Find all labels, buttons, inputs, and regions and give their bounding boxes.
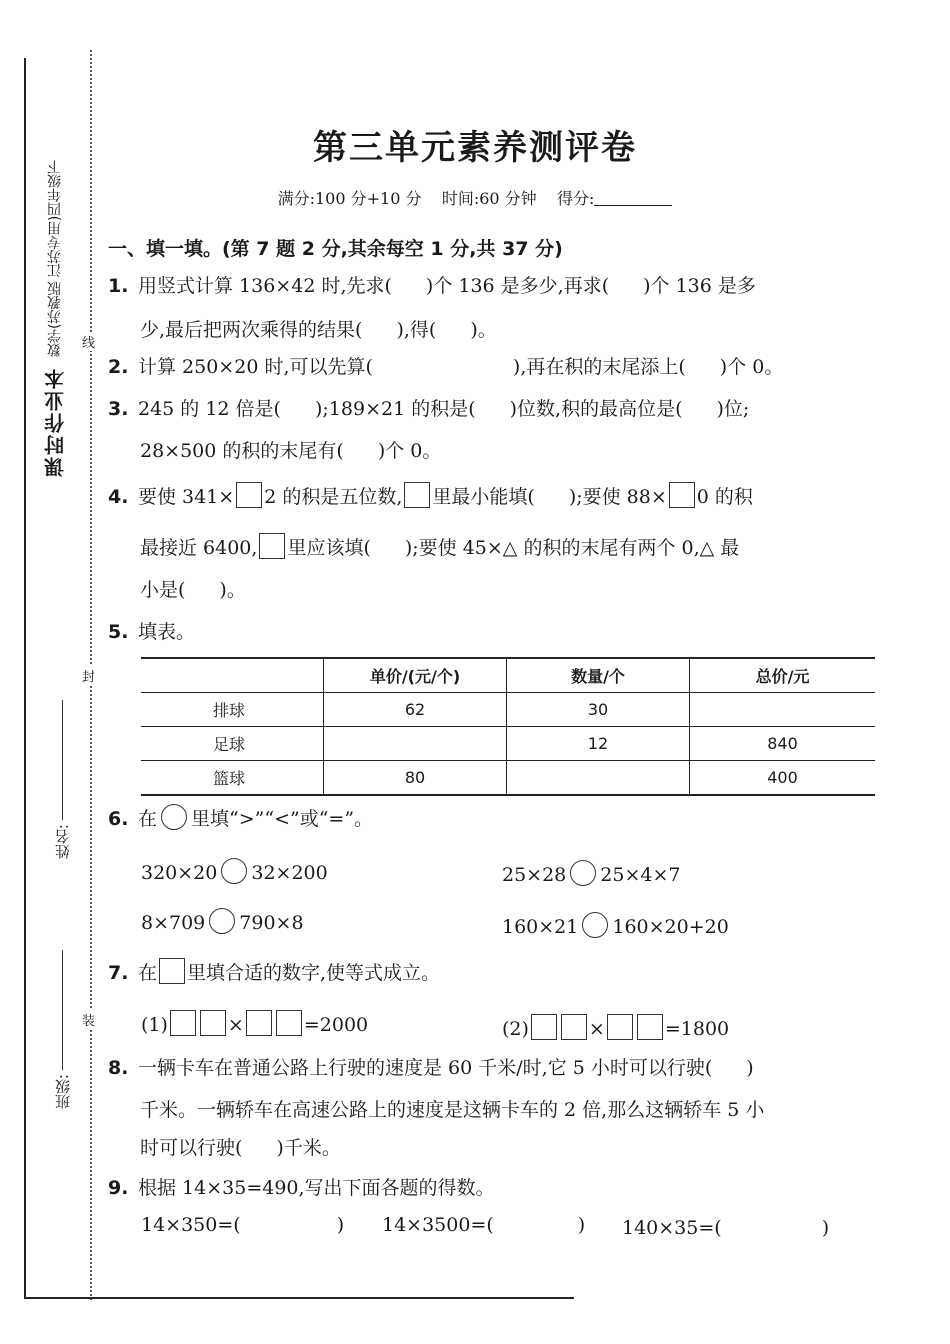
table-cell-blank[interactable] [507,761,690,796]
score-label: 得分: [557,189,595,208]
expr-close: ) [336,1214,345,1236]
digit-box[interactable] [276,1010,302,1036]
q4-text-d: );要使 88× [568,486,667,508]
expr-left: 14×3500=( [382,1214,494,1236]
q4-text-h: );要使 45×△ 的积的末尾有两个 0,△ 最 [404,537,740,559]
q4-text-j: )。 [219,579,246,601]
table-header: 数量/个 [507,658,690,693]
expr-left: 14×350=( [141,1214,241,1236]
equation-1: (1) × =2000 [141,1010,368,1036]
score-info: 满分:100 分+10 分 [277,189,422,208]
question-1 [108,272,756,300]
binding-mark-line: 线 [82,332,95,351]
expr-right: 790×8 [239,912,304,934]
question-6 [108,804,373,833]
question-9 [108,1174,495,1202]
q1-text-f: )。 [470,319,497,341]
question-8 [108,1054,754,1082]
table-header: 单价/(元/个) [324,658,507,693]
q1-text-c: )个 136 是多 [643,275,756,297]
table-cell: 400 [690,761,876,796]
question-2 [108,353,783,381]
question-8-cont-2 [140,1134,341,1162]
table-header: 总价/元 [690,658,876,693]
question-4-cont-2 [140,576,246,604]
q8-text-c: 千米。一辆轿车在高速公路上的速度是这辆卡车的 2 倍,那么这辆轿车 5 小 [140,1099,765,1121]
series-label [30,160,80,580]
question-number: 3. [108,398,129,420]
q7-text-a: 在 [138,962,158,984]
question-3-cont [140,437,441,465]
equation-label: (1) [141,1014,168,1036]
q5-text: 填表。 [138,621,196,643]
question-4 [108,482,753,511]
q2-text-b: ),再在积的末尾添上( [512,356,686,378]
compare-circle[interactable] [582,912,608,938]
bottom-rule [24,1297,574,1299]
table-cell: 12 [507,727,690,761]
q4-text-i: 小是( [140,579,186,601]
q3-text-f: )个 0。 [377,440,442,462]
question-1-cont [140,316,497,344]
table-cell: 80 [324,761,507,796]
table-cell: 62 [324,693,507,727]
question-7 [108,958,440,987]
digit-box[interactable] [561,1014,587,1040]
compare-3 [141,908,304,934]
question-number: 2. [108,356,129,378]
equation-2: (2) × =1800 [502,1014,729,1040]
class-field[interactable] [52,950,73,1109]
q6-text-b: 里填“>”“<”或“=”。 [191,808,374,830]
q9-text-a: 根据 14×35=490,写出下面各题的得数。 [138,1177,495,1199]
q8-text-b: ) [746,1057,754,1079]
name-field[interactable] [52,700,73,859]
binding-mark-seal: 封 [82,666,95,685]
compare-4 [502,912,729,938]
page-title: 第三单元素养测评卷 [313,128,637,168]
q7-text-b: 里填合适的数字,使等式成立。 [187,962,441,984]
expr-left: 160×21 [502,916,579,938]
question-number: 5. [108,621,129,643]
derived-2 [382,1214,585,1236]
expr-right: 25×4×7 [600,864,681,886]
table-cell: 840 [690,727,876,761]
question-number: 1. [108,275,129,297]
compare-circle[interactable] [570,860,596,886]
expr-left: 320×20 [141,862,218,884]
expr-right: 160×20+20 [612,916,729,938]
digit-box[interactable] [236,482,262,508]
score-blank[interactable] [594,191,672,206]
compare-1 [141,858,328,884]
question-number: 8. [108,1057,129,1079]
compare-circle[interactable] [221,858,247,884]
digit-box[interactable] [246,1010,272,1036]
name-label: 姓名: [54,824,72,860]
q4-text-c: 里最小能填( [432,486,535,508]
box-symbol [404,482,430,508]
class-line [62,950,63,1070]
q2-text-a: 计算 250×20 时,可以先算( [138,356,373,378]
expr-left: 140×35=( [622,1217,722,1239]
compare-circle[interactable] [209,908,235,934]
question-3 [108,395,749,423]
q1-text-e: ),得( [396,319,437,341]
table-row [141,693,875,727]
equation-result: =1800 [664,1018,730,1040]
q4-text-f: 最接近 6400, [140,537,258,559]
question-8-cont [140,1096,764,1124]
time-info: 时间:60 分钟 [441,189,537,208]
q8-text-a: 一辆卡车在普通公路上行驶的速度是 60 千米/时,它 5 小时可以行驶( [138,1057,713,1079]
q4-text-g: 里应该填( [287,537,371,559]
q3-text-b: );189×21 的积是( [314,398,476,420]
section-heading: 一、填一填。(第 7 题 2 分,其余每空 1 分,共 37 分) [108,238,563,260]
q2-text-c: )个 0。 [719,356,784,378]
exam-meta [0,186,950,209]
table-cell: 篮球 [141,761,324,796]
table-cell: 30 [507,693,690,727]
question-4-cont [140,533,739,562]
series-brand: 课时作业本 [43,367,68,478]
digit-box[interactable] [669,482,695,508]
digit-box[interactable] [531,1014,557,1040]
q3-text-a: 245 的 12 倍是( [138,398,281,420]
digit-box[interactable] [200,1010,226,1036]
class-label: 班级: [54,1074,72,1110]
q1-text-b: )个 136 是多少,再求( [425,275,610,297]
q4-text-b: 2 的积是五位数, [264,486,403,508]
q8-text-d: 时可以行驶( [140,1137,243,1159]
name-line [62,700,63,820]
derived-1 [141,1214,344,1236]
table-cell-blank[interactable] [324,727,507,761]
binding-rule [24,58,26,1298]
binding-mark-bind: 装 [82,1010,95,1029]
table-cell-blank[interactable] [690,693,876,727]
table-cell: 足球 [141,727,324,761]
expr-left: 25×28 [502,864,567,886]
q1-text-d: 少,最后把两次乘得的结果( [140,319,363,341]
q4-text-a: 要使 341× [138,486,235,508]
price-table [141,657,875,796]
expr-close: ) [577,1214,586,1236]
table-row [141,727,875,761]
compare-2 [502,860,680,886]
derived-3 [622,1217,829,1239]
box-symbol [259,533,285,559]
q3-text-c: )位数,积的最高位是( [509,398,683,420]
digit-box[interactable] [607,1014,633,1040]
table-header [141,658,324,693]
digit-box[interactable] [637,1014,663,1040]
table-header-row [141,658,875,693]
question-5 [108,618,195,646]
q1-text-a: 用竖式计算 136×42 时,先求( [138,275,392,297]
q4-text-e: 0 的积 [696,486,753,508]
table-cell: 排球 [141,693,324,727]
question-number: 6. [108,808,129,830]
box-symbol [159,958,185,984]
q3-text-d: )位; [716,398,750,420]
series-subtitle: 数学(苏教版 江苏专用)四年级下 [47,160,63,358]
question-number: 4. [108,486,129,508]
q3-text-e: 28×500 的积的末尾有( [140,440,344,462]
question-number: 9. [108,1177,129,1199]
expr-close: ) [821,1217,830,1239]
table-row [141,761,875,796]
q8-text-e: )千米。 [276,1137,341,1159]
question-number: 7. [108,962,129,984]
q6-text-a: 在 [138,808,158,830]
expr-left: 8×709 [141,912,206,934]
equation-result: =2000 [303,1014,369,1036]
digit-box[interactable] [170,1010,196,1036]
equation-label: (2) [502,1018,529,1040]
circle-symbol [161,804,187,830]
expr-right: 32×200 [251,862,328,884]
